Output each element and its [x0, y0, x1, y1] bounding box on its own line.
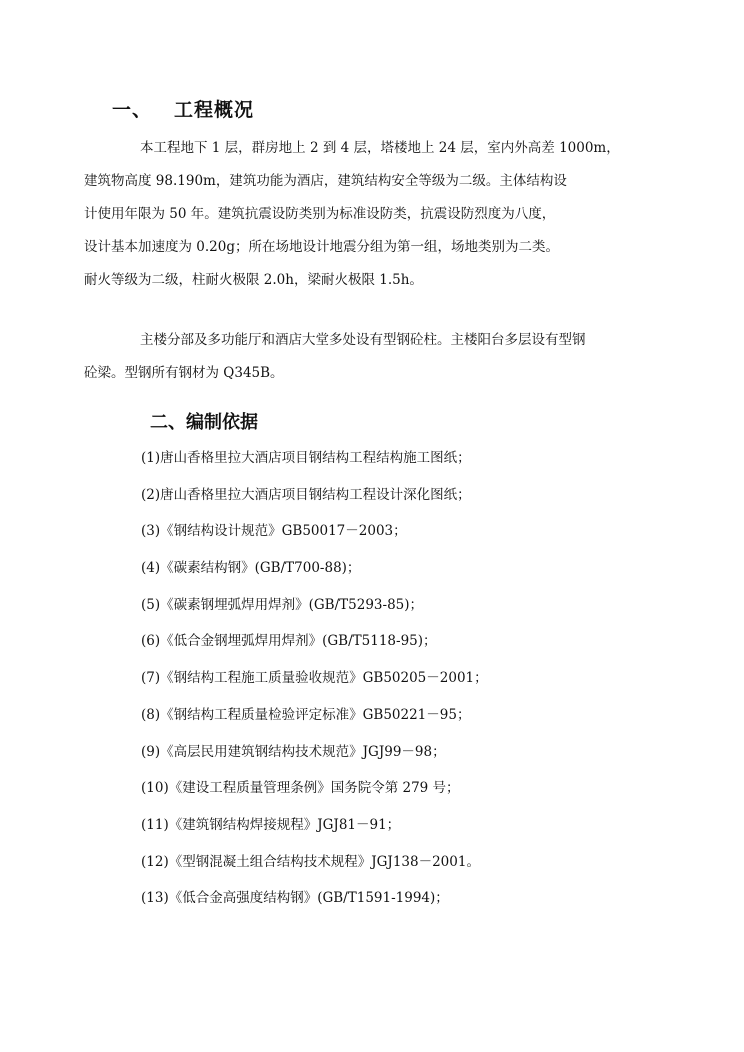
section-1-title: 工程概况	[174, 99, 255, 121]
reference-item: (4)《碳素结构钢》(GB/T700-88)；	[141, 560, 361, 577]
paragraph-line: 本工程地下 1 层，群房地上 2 到 4 层，塔楼地上 24 层，室内外高差 1000m，	[140, 140, 620, 156]
reference-item: (9)《高层民用建筑钢结构技术规范》JGJ99－98；	[141, 743, 446, 760]
section-1-paragraph-2	[84, 324, 640, 390]
section-1-paragraph-1	[84, 132, 640, 297]
reference-item: (10)《建设工程质量管理条例》国务院令第 279 号；	[141, 780, 460, 797]
reference-item: (3)《钢结构设计规范》GB50017－2003；	[141, 523, 407, 540]
reference-item: (2)唐山香格里拉大酒店项目钢结构工程设计深化图纸；	[141, 486, 471, 503]
reference-item: (5)《碳素钢埋弧焊用焊剂》(GB/T5293-85)；	[141, 596, 424, 613]
reference-item: (8)《钢结构工程质量检验评定标准》GB50221－95；	[141, 706, 471, 723]
reference-item: (7)《钢结构工程施工质量验收规范》GB50205－2001；	[141, 670, 488, 687]
section-1-number: 一、	[112, 99, 153, 121]
paragraph-line: 主楼分部及多功能厅和酒店大堂多处设有型钢砼柱。主楼阳台多层设有型钢	[140, 332, 586, 348]
reference-item: (6)《低合金钢埋弧焊用焊剂》(GB/T5118-95)；	[141, 633, 437, 650]
paragraph-line: 设计基本加速度为 0.20g；所在场地设计地震分组为第一组，场地类别为二类。	[84, 239, 559, 255]
paragraph-line: 建筑物高度 98.190m，建筑功能为酒店，建筑结构安全等级为二级。主体结构设	[84, 173, 567, 189]
reference-list	[141, 446, 488, 923]
paragraph-line: 计使用年限为 50 年。建筑抗震设防类别为标准设防类，抗震设防烈度为八度，	[84, 206, 556, 222]
section-1-heading	[112, 95, 254, 122]
reference-item: (13)《低合金高强度结构钢》(GB/T1591-1994)；	[141, 890, 449, 907]
section-2-heading: 二、编制依据	[150, 412, 258, 433]
reference-item: (11)《建筑钢结构焊接规程》JGJ81－91；	[141, 816, 401, 833]
paragraph-line: 砼梁。型钢所有钢材为 Q345B。	[84, 365, 284, 381]
reference-item: (1)唐山香格里拉大酒店项目钢结构工程结构施工图纸；	[141, 450, 471, 466]
paragraph-line: 耐火等级为二级，柱耐火极限 2.0h，梁耐火极限 1.5h。	[84, 272, 423, 288]
reference-item: (12)《型钢混凝土组合结构技术规程》JGJ138－2001。	[141, 853, 480, 870]
